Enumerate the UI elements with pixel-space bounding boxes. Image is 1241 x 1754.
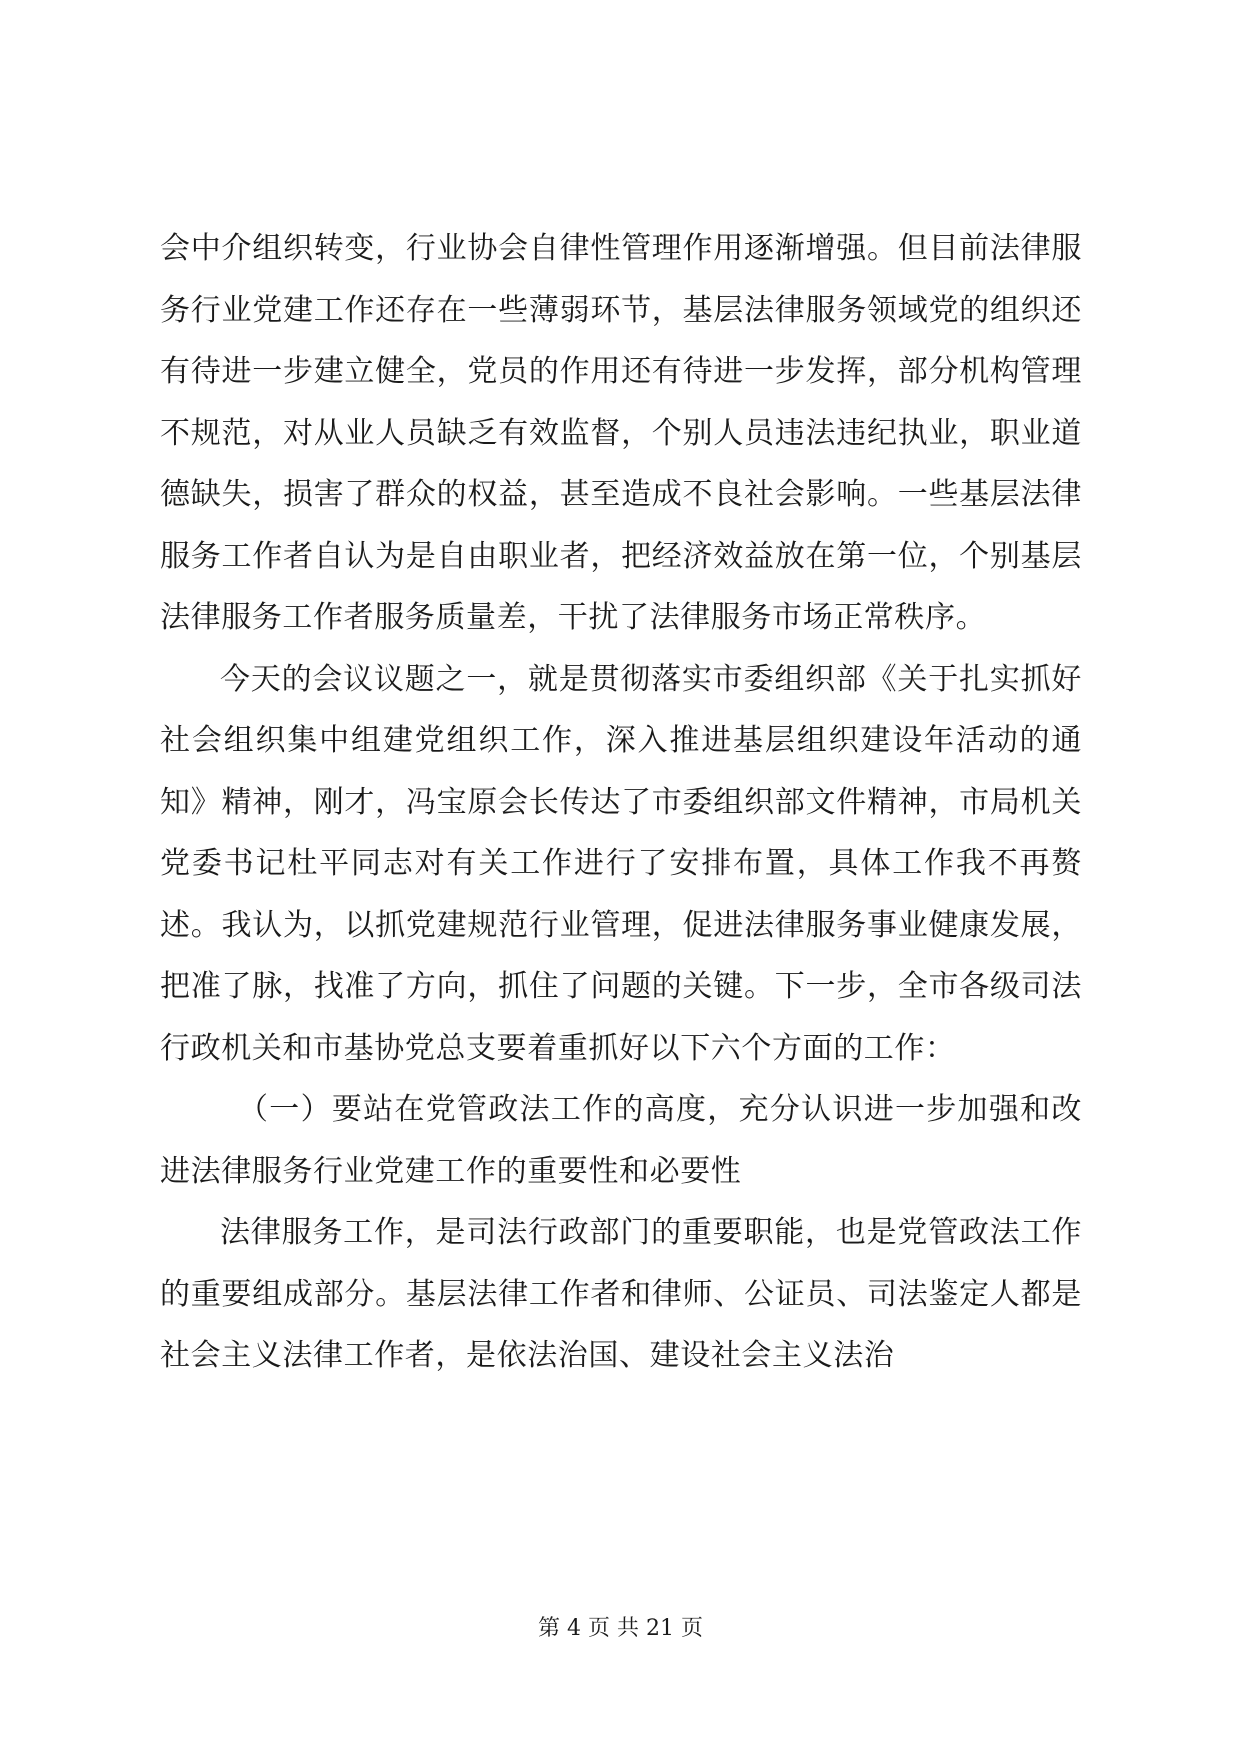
paragraph-meeting-agenda: 今天的会议议题之一，就是贯彻落实市委组织部《关于扎实抓好社会组织集中组建党组织工作，深入推进基层组织建设年活动的通知》精神，刚才，冯宝原会长传达了市委组织部文件精神，市局机关党委书记杜平同志对有关工作进行了安排布置，具体工作我不再赘述。我认为，以抓党建规范行业管理，促进法律服务事业健康发展，把准了脉，找准了方向，抓住了问题的关键。下一步，全市各级司法行政机关和市基协党总支要着重抓好以下六个方面的工作： bbox=[160, 661, 1082, 1066]
section-heading-1: （一）要站在党管政法工作的高度，充分认识进一步加强和改进法律服务行业党建工作的重要性和必要性 bbox=[160, 1092, 1082, 1189]
document-body bbox=[160, 218, 1082, 1387]
page-number-footer: 第 4 页 共 21 页 bbox=[538, 1616, 703, 1641]
paragraph-legal-services: 法律服务工作，是司法行政部门的重要职能，也是党管政法工作的重要组成部分。基层法律工作者和律师、公证员、司法鉴定人都是社会主义法律工作者，是依法治国、建设社会主义法治 bbox=[160, 1215, 1082, 1373]
paragraph-continuation: 会中介组织转变，行业协会自律性管理作用逐渐增强。但目前法律服务行业党建工作还存在一些薄弱环节，基层法律服务领域党的组织还有待进一步建立健全，党员的作用还有待进一步发挥，部分机构管理不规范，对从业人员缺乏有效监督，个别人员违法违纪执业，职业道德缺失，损害了群众的权益，甚至造成不良社会影响。一些基层法律服务工作者自认为是自由职业者，把经济效益放在第一位，个别基层法律服务工作者服务质量差，干扰了法律服务市场正常秩序。 bbox=[160, 231, 1082, 635]
